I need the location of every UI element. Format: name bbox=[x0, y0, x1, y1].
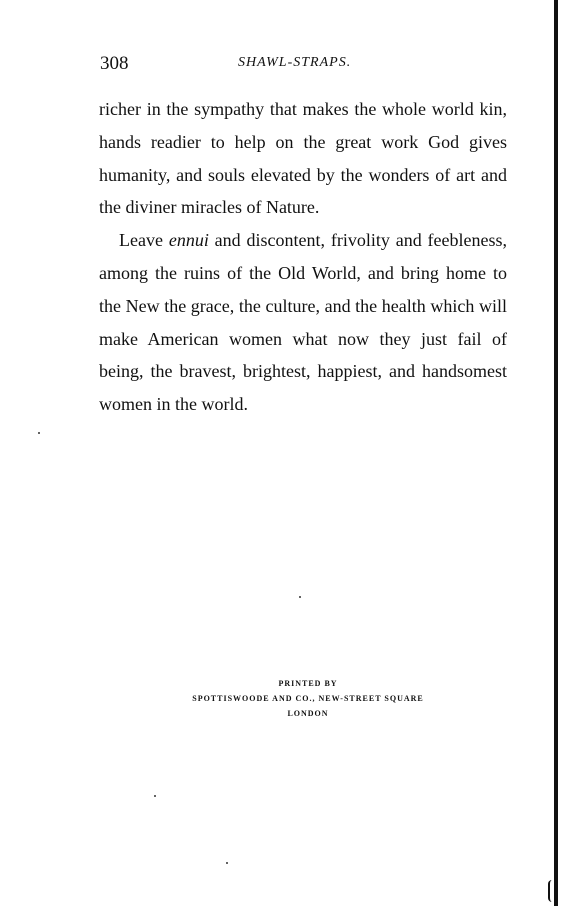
page-edge bbox=[554, 0, 558, 906]
page-number: 308 bbox=[100, 53, 129, 74]
colophon-line-2: SPOTTISWOODE AND CO., NEW-STREET SQUARE bbox=[192, 694, 424, 703]
printer-colophon bbox=[150, 676, 466, 721]
colophon-line-3: LONDON bbox=[287, 709, 329, 718]
print-speck bbox=[226, 862, 228, 864]
print-speck bbox=[38, 432, 40, 434]
body-text bbox=[99, 93, 507, 421]
colophon-line-1: PRINTED BY bbox=[278, 679, 338, 688]
paragraph-2-start: Leave bbox=[119, 230, 169, 251]
italic-word: ennui bbox=[168, 230, 209, 251]
running-title: SHAWL-STRAPS. bbox=[238, 55, 352, 70]
paragraph-2 bbox=[99, 224, 507, 421]
print-speck bbox=[154, 795, 156, 797]
page-edge-curl bbox=[548, 880, 554, 902]
paragraph-2-rest: and discontent, frivolity and feebleness, among the ruins of the Old World, and bring home to the New the grace, the culture, and the health which will make American women what now they just fail of being, the bravest, brightest, happiest, and handsomest women in the world. bbox=[99, 230, 508, 415]
page-header bbox=[100, 53, 506, 77]
paragraph-1: richer in the sympathy that makes the whole world kin, hands readier to help on the great work God gives humanity, and souls elevated by the wonders of art and the diviner miracles of Nature. bbox=[99, 99, 507, 218]
print-speck bbox=[299, 596, 301, 598]
